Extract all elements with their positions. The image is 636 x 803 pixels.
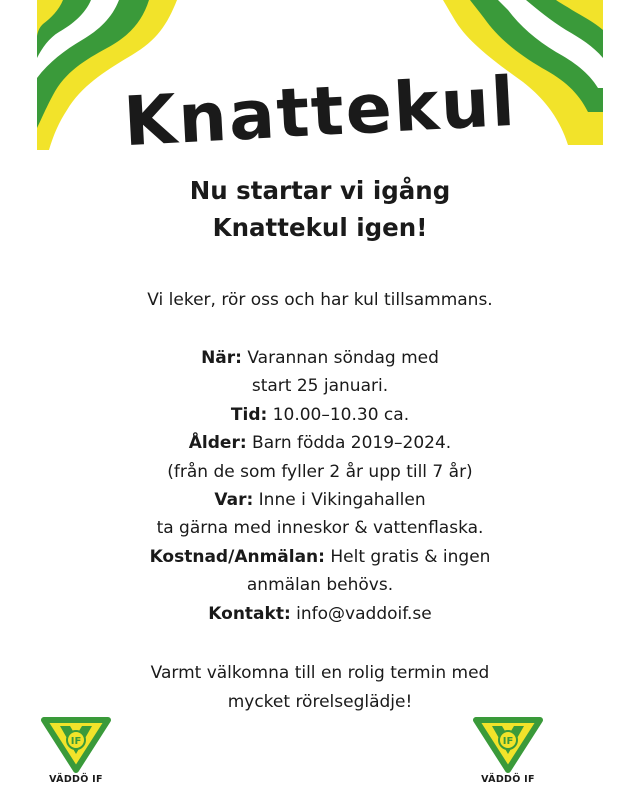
time-label: Tid: — [230, 404, 268, 425]
contact-label: Kontakt: — [208, 603, 291, 624]
title-text: Knattekul — [121, 62, 519, 163]
detail-cost-cont: anmälan behövs. — [246, 575, 394, 596]
poster — [37, 0, 603, 803]
club-badge-icon — [472, 716, 544, 774]
logo-caption: VÄDDÖ IF — [481, 774, 535, 785]
where-value: Inne i Vikingahallen — [253, 490, 426, 511]
closing-line-1: Varmt välkomna till en rolig termin med — [150, 663, 490, 683]
age-value: Barn födda 2019–2024. — [246, 433, 452, 454]
when-label: När: — [201, 348, 242, 368]
detail-age — [37, 429, 603, 457]
detail-age-note: (från de som fyller 2 år upp till 7 år) — [167, 461, 473, 482]
event-details — [37, 344, 603, 628]
vaddo-if-logo-left — [40, 716, 112, 788]
headline — [37, 172, 603, 246]
badge-text: IF — [502, 736, 514, 747]
time-value: 10.00–10.30 ca. — [267, 404, 410, 425]
headline-line-1: Nu startar vi igång — [189, 176, 451, 205]
badge-text: IF — [70, 736, 82, 747]
closing-message — [37, 659, 603, 717]
detail-when-cont: start 25 januari. — [251, 376, 389, 397]
logo-caption: VÄDDÖ IF — [49, 774, 103, 785]
title-knattekul — [37, 55, 603, 165]
intro-text: Vi leker, rör oss och har kul tillsammans. — [147, 290, 493, 310]
detail-where-cont: ta gärna med inneskor & vattenflaska. — [156, 518, 484, 539]
headline-line-2: Knattekul igen! — [212, 213, 428, 242]
detail-time — [37, 401, 603, 429]
cost-label: Kostnad/Anmälan: — [149, 546, 325, 567]
closing-line-2: mycket rörelseglädje! — [227, 692, 413, 712]
vaddo-if-logo-right — [472, 716, 544, 788]
when-value: Varannan söndag med — [241, 348, 439, 368]
detail-contact — [37, 600, 603, 628]
age-label: Ålder: — [188, 433, 247, 454]
contact-value[interactable]: info@vaddoif.se — [290, 603, 432, 624]
cost-value: Helt gratis & ingen — [324, 546, 491, 567]
detail-where — [37, 486, 603, 514]
detail-when — [37, 344, 603, 372]
detail-cost — [37, 543, 603, 571]
where-label: Var: — [214, 490, 254, 511]
club-badge-icon — [40, 716, 112, 774]
